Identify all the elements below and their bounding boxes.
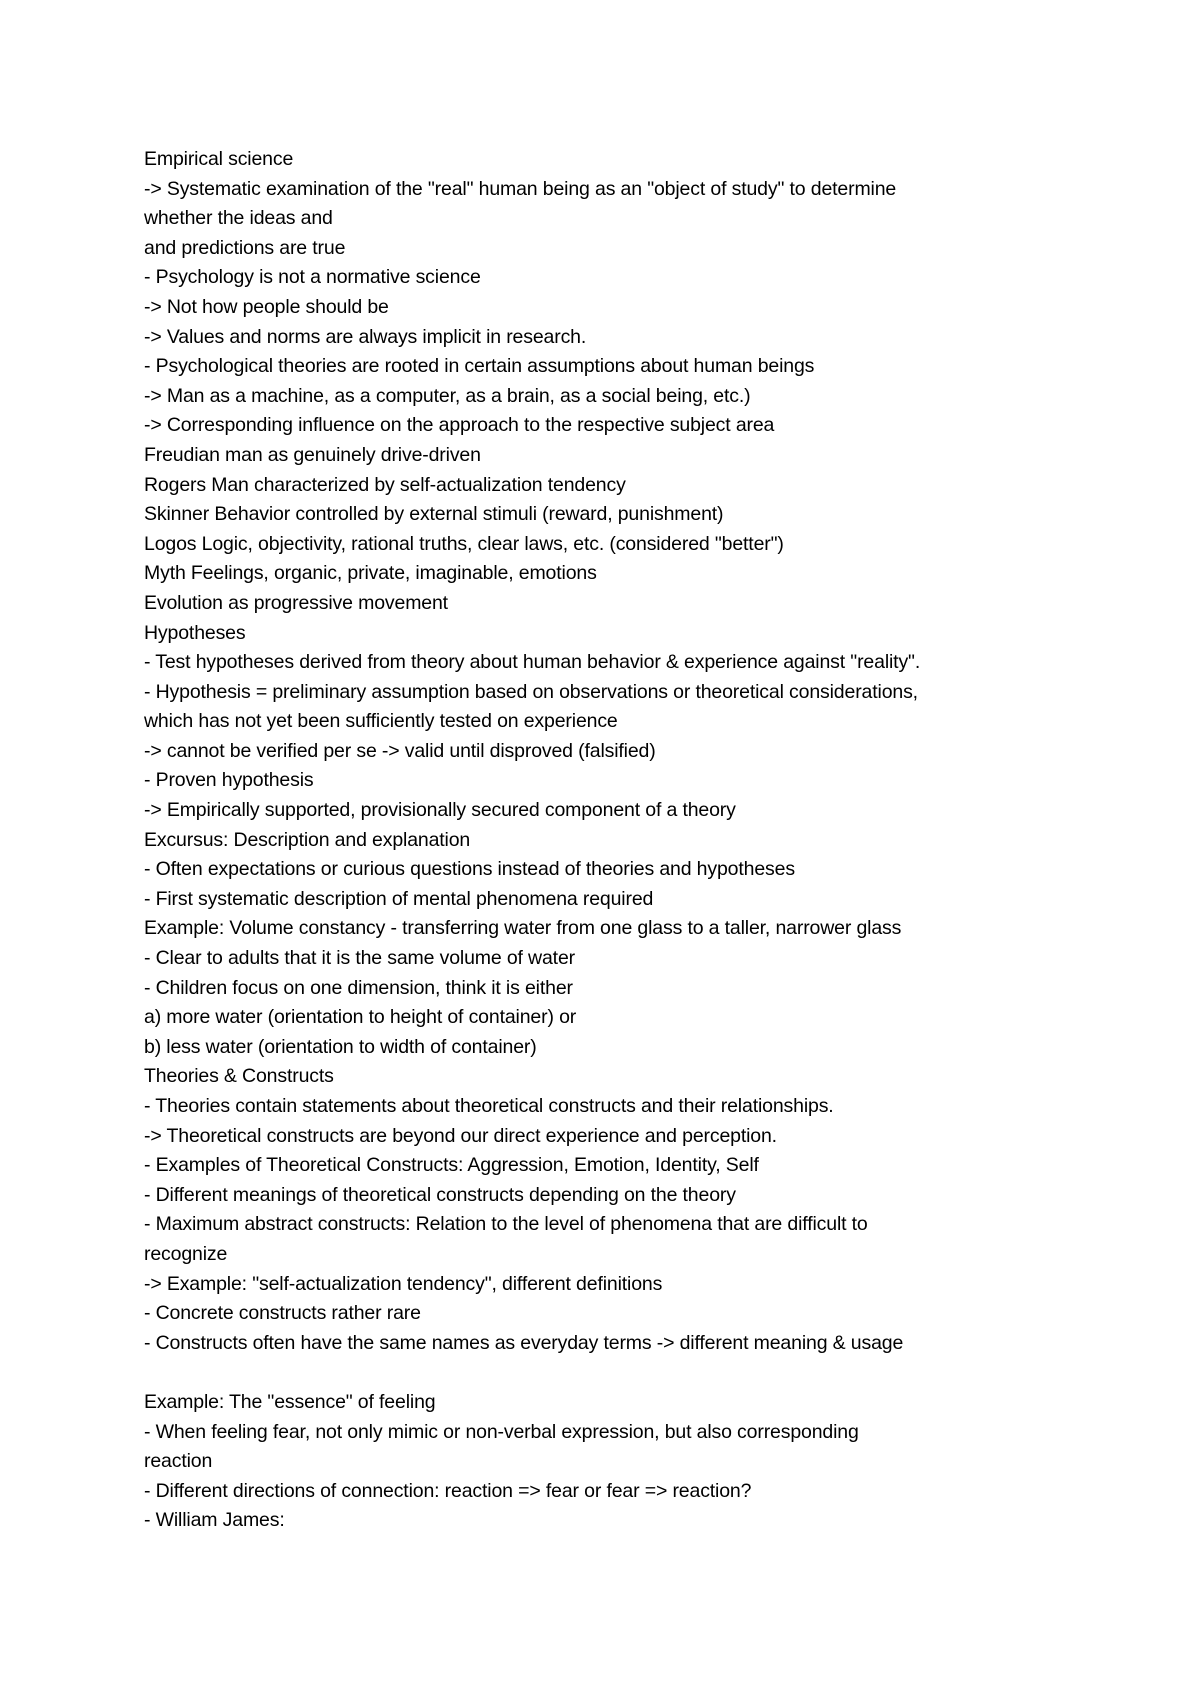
text-line: Evolution as progressive movement bbox=[144, 591, 448, 614]
heading-empirical-science: Empirical science bbox=[144, 148, 294, 170]
text-line: a) more water (orientation to height of container) or bbox=[144, 1006, 577, 1029]
text-line: -> Corresponding influence on the approach to the respective subject area bbox=[144, 414, 775, 437]
text-line: - William James: bbox=[144, 1509, 285, 1532]
text-line: whether the ideas and bbox=[144, 207, 333, 230]
text-line: -> Systematic examination of the "real" human being as an "object of study" to determine bbox=[144, 177, 897, 200]
text-line: - Constructs often have the same names as everyday terms -> different meaning & usage bbox=[144, 1331, 904, 1354]
blank-line bbox=[144, 1358, 1064, 1388]
text-line: - Children focus on one dimension, think it is either bbox=[144, 976, 573, 999]
text-line: recognize bbox=[144, 1242, 228, 1265]
text-line: Logos Logic, objectivity, rational truths, clear laws, etc. (considered "better") bbox=[144, 532, 784, 555]
text-line: which has not yet been sufficiently tested on experience bbox=[144, 710, 618, 733]
text-line: - Clear to adults that it is the same volume of water bbox=[144, 947, 575, 970]
document-body bbox=[144, 145, 1064, 1536]
text-line: - Examples of Theoretical Constructs: Aggression, Emotion, Identity, Self bbox=[144, 1154, 759, 1177]
text-line: and predictions are true bbox=[144, 236, 346, 259]
text-line: -> Values and norms are always implicit in research. bbox=[144, 325, 587, 348]
text-line: - Different meanings of theoretical constructs depending on the theory bbox=[144, 1183, 736, 1206]
heading-essence-of-feeling: Example: The "essence" of feeling bbox=[144, 1390, 436, 1413]
text-line: -> Theoretical constructs are beyond our direct experience and perception. bbox=[144, 1124, 777, 1147]
text-line: - Concrete constructs rather rare bbox=[144, 1302, 421, 1325]
text-line: -> cannot be verified per se -> valid until disproved (falsified) bbox=[144, 739, 656, 762]
text-line: -> Not how people should be bbox=[144, 295, 389, 318]
text-line: - Maximum abstract constructs: Relation to the level of phenomena that are difficult to bbox=[144, 1213, 868, 1236]
text-line: - First systematic description of mental phenomena required bbox=[144, 887, 654, 910]
heading-theories-constructs: Theories & Constructs bbox=[144, 1065, 334, 1088]
text-line: Freudian man as genuinely drive-driven bbox=[144, 443, 481, 466]
text-line: reaction bbox=[144, 1450, 213, 1473]
text-line: - Proven hypothesis bbox=[144, 769, 314, 792]
text-line: - Different directions of connection: reaction => fear or fear => reaction? bbox=[144, 1479, 752, 1502]
text-line: Rogers Man characterized by self-actualization tendency bbox=[144, 473, 626, 496]
text-line: - Test hypotheses derived from theory about human behavior & experience against "reality". bbox=[144, 651, 921, 674]
text-line: Skinner Behavior controlled by external stimuli (reward, punishment) bbox=[144, 503, 724, 526]
text-line: Example: Volume constancy - transferring water from one glass to a taller, narrower glass bbox=[144, 917, 902, 940]
text-line: - Psychology is not a normative science bbox=[144, 266, 481, 289]
text-line: - Hypothesis = preliminary assumption based on observations or theoretical considerations, bbox=[144, 680, 918, 703]
text-line: b) less water (orientation to width of container) bbox=[144, 1035, 537, 1058]
text-line: -> Example: "self-actualization tendency", different definitions bbox=[144, 1272, 663, 1295]
heading-hypotheses: Hypotheses bbox=[144, 621, 246, 644]
text-line: -> Empirically supported, provisionally secured component of a theory bbox=[144, 799, 736, 822]
heading-excursus: Excursus: Description and explanation bbox=[144, 828, 471, 851]
text-line: - Psychological theories are rooted in certain assumptions about human beings bbox=[144, 355, 815, 378]
text-line: -> Man as a machine, as a computer, as a brain, as a social being, etc.) bbox=[144, 384, 751, 407]
text-line: - Theories contain statements about theoretical constructs and their relationships. bbox=[144, 1095, 834, 1117]
text-line: - Often expectations or curious questions instead of theories and hypotheses bbox=[144, 858, 795, 881]
text-line: - When feeling fear, not only mimic or non-verbal expression, but also corresponding bbox=[144, 1420, 859, 1443]
text-line: Myth Feelings, organic, private, imaginable, emotions bbox=[144, 562, 597, 585]
